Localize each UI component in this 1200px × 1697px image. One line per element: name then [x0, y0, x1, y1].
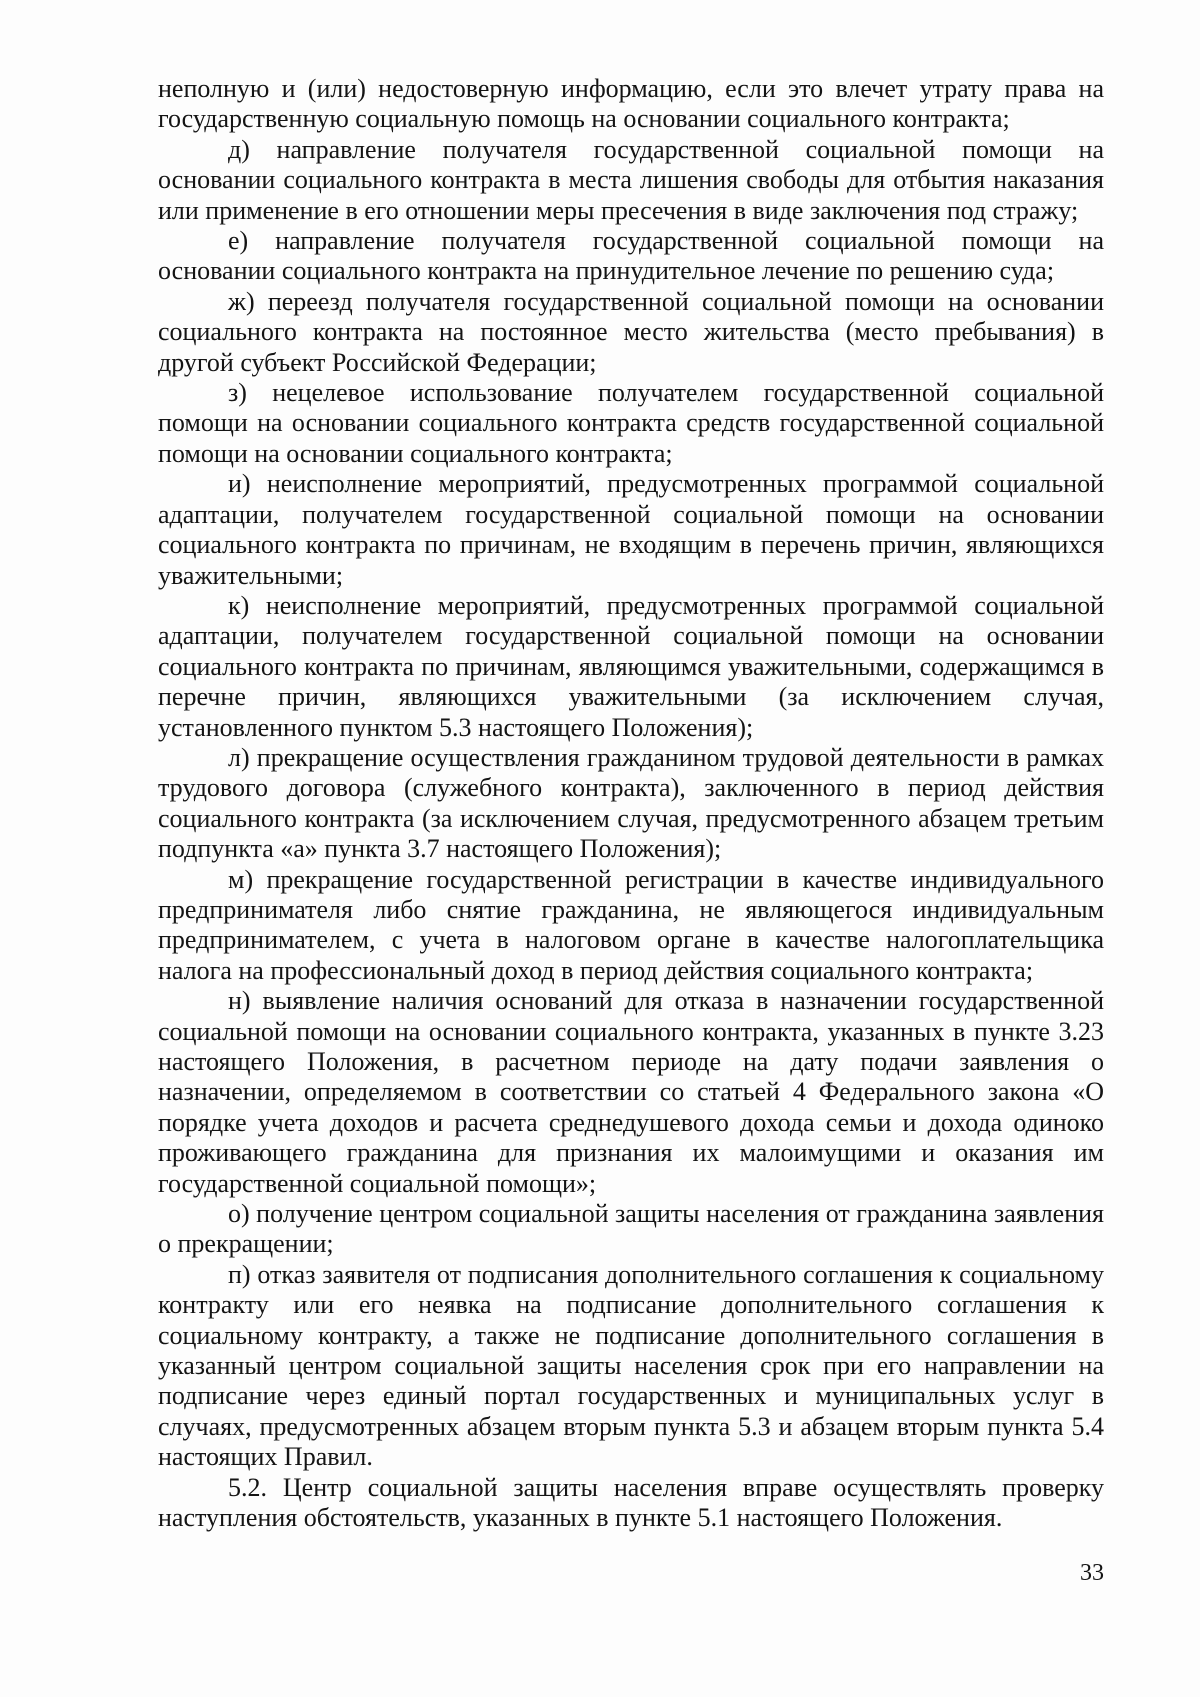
paragraph-item-p: п) отказ заявителя от подписания дополнительного соглашения к социальному контракту или его неявка на подписание дополнительного соглашения к социальному контракту, а также не подписание дополнительного соглашения в указанный центром социальной защиты населения срок при его направлении на подписание через единый портал государственных и муниципальных услуг в случаях, предусмотренных абзацем вторым пункта 5.3 и абзацем вторым пункта 5.4 настоящих Правил.	[158, 1259, 1104, 1472]
paragraph-item-k: к) неисполнение мероприятий, предусмотренных программой социальной адаптации, получателем государственной социальной помощи на основании социального контракта по причинам, являющимся уважительными, содержащимся в перечне причин, являющихся уважительными (за исключением случая, установленного пунктом 5.3 настоящего Положения);	[158, 590, 1104, 742]
paragraph-continuation: неполную и (или) недостоверную информацию, если это влечет утрату права на государственную социальную помощь на основании социального контракта;	[158, 74, 1104, 134]
paragraph-section-5-2: 5.2. Центр социальной защиты населения вправе осуществлять проверку наступления обстоятельств, указанных в пункте 5.1 настоящего Положения.	[158, 1472, 1104, 1533]
paragraph-item-d: д) направление получателя государственной социальной помощи на основании социального контракта в места лишения свободы для отбытия наказания или применение в его отношении меры пресечения в виде заключения под стражу;	[158, 134, 1104, 225]
paragraph-item-m: м) прекращение государственной регистрации в качестве индивидуального предпринимателя либо снятие гражданина, не являющегося индивидуальным предпринимателем, с учета в налоговом органе в качестве налогоплательщика налога на профессиональный доход в период действия социального контракта;	[158, 864, 1104, 985]
paragraph-item-l: л) прекращение осуществления гражданином трудовой деятельности в рамках трудового договора (служебного контракта), заключенного в период действия социального контракта (за исключением случая, предусмотренного абзацем третьим подпункта «а» пункта 3.7 настоящего Положения);	[158, 742, 1104, 864]
paragraph-item-n: н) выявление наличия оснований для отказа в назначении государственной социальной помощи на основании социального контракта, указанных в пункте 3.23 настоящего Положения, в расчетном периоде на дату подачи заявления о назначении, определяемом в соответствии со статьей 4 Федерального закона «О порядке учета доходов и расчета среднедушевого дохода семьи и дохода одиноко проживающего гражданина для признания их малоимущими и оказания им государственной социальной помощи»;	[158, 986, 1104, 1198]
page-number: 33	[1080, 1560, 1104, 1586]
paragraph-item-i: и) неисполнение мероприятий, предусмотренных программой социальной адаптации, получателем государственной социальной помощи на основании социального контракта по причинам, не входящим в перечень причин, являющихся уважительными;	[158, 469, 1104, 590]
paragraph-item-z: з) нецелевое использование получателем государственной социальной помощи на основании социального контракта средств государственной социальной помощи на основании социального контракта;	[158, 378, 1104, 468]
paragraph-item-zh: ж) переезд получателя государственной социальной помощи на основании социального контракта на постоянное место жительства (место пребывания) в другой субъект Российской Федерации;	[158, 286, 1104, 377]
paragraph-item-e: е) направление получателя государственной социальной помощи на основании социального контракта на принудительное лечение по решению суда;	[158, 226, 1104, 286]
paragraph-item-o: о) получение центром социальной защиты населения от гражданина заявления о прекращении;	[158, 1199, 1104, 1259]
document-body	[158, 74, 1104, 1534]
